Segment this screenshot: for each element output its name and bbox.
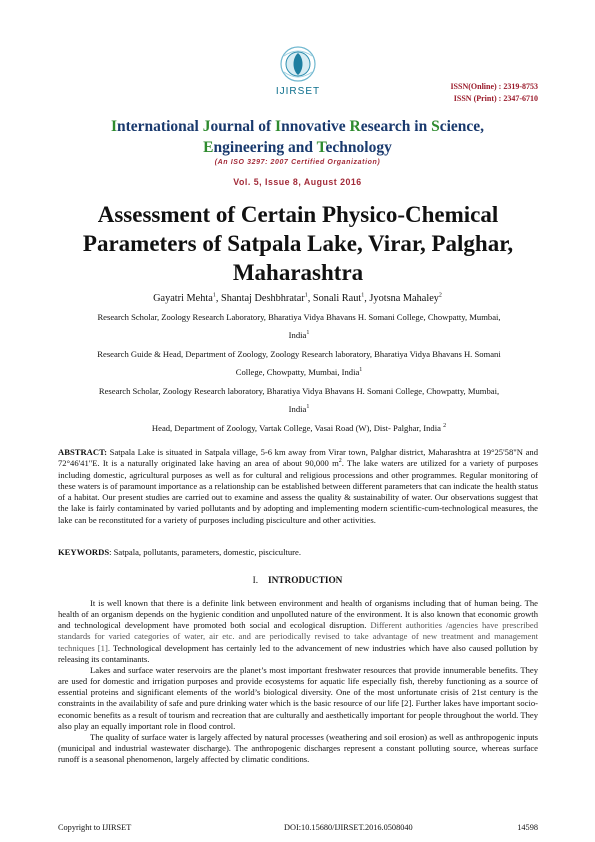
author-sup: 1 bbox=[304, 292, 308, 299]
issn-print: ISSN (Print) : 2347-6710 bbox=[453, 94, 538, 103]
affiliation-line bbox=[60, 400, 538, 418]
keywords-label: KEYWORDS bbox=[58, 547, 110, 557]
body-text bbox=[58, 598, 538, 765]
affiliation-text: Head, Department of Zoology, Vartak College, Vasai Road (W), Dist- Palghar, India bbox=[151, 423, 441, 433]
issn-online: ISSN(Online) : 2319-8753 bbox=[450, 82, 538, 91]
affiliation bbox=[60, 419, 538, 437]
journal-word: ngineering and bbox=[213, 139, 317, 156]
paragraph: The quality of surface water is largely affected by natural processes (weathering and soil erosion) as well as anthropogenic inputs (municipal and industrial wastewater discharge). The anthropogenic discharges represent a constant polluting source, whereas surface runoff is a seasonal phenomenon, largely affected by climatic conditions. bbox=[58, 731, 538, 765]
affiliation-country: India bbox=[288, 330, 307, 340]
journal-word: cience, bbox=[439, 118, 485, 135]
author-name: Jyotsna Mahaley bbox=[369, 293, 439, 304]
journal-title-line1 bbox=[40, 116, 555, 137]
footer-copyright: Copyright to IJIRSET bbox=[58, 823, 132, 832]
paper-title: Assessment of Certain Physico-Chemical Parameters of Satpala Lake, Virar, Palghar, Maharashtra bbox=[82, 202, 514, 285]
affiliation-country: India bbox=[288, 404, 307, 414]
footer-doi: DOI:10.15680/IJIRSET.2016.0508040 bbox=[284, 823, 413, 832]
affiliation-line: Research Scholar, Zoology Research laboratory, Bharatiya Vidya Bhavans H. Somani College, Chowpatty, Mumbai, bbox=[98, 386, 500, 396]
affiliation-country: College, Chowpatty, Mumbai, India bbox=[235, 367, 360, 377]
abstract-sup: 2 bbox=[338, 458, 342, 465]
affiliation-sup: 1 bbox=[306, 330, 310, 337]
affiliation bbox=[60, 382, 538, 418]
journal-title-line2 bbox=[40, 137, 555, 158]
logo-text: IJIRSET bbox=[275, 86, 321, 97]
journal-initial: S bbox=[431, 118, 440, 135]
affiliation-sup: 1 bbox=[359, 367, 363, 374]
affiliation-sup: 2 bbox=[443, 423, 447, 430]
author-name: Shantaj Deshbhratar bbox=[220, 293, 305, 304]
page-number: 14598 bbox=[517, 823, 538, 832]
affiliation bbox=[60, 345, 538, 381]
author-name: Gayatri Mehta bbox=[153, 293, 213, 304]
journal-word: nternational bbox=[117, 118, 203, 135]
author-sup: 1 bbox=[361, 292, 365, 299]
abstract-label: ABSTRACT: bbox=[58, 447, 108, 457]
author-list: Gayatri Mehta$^1$, Shantaj Deshbhratar$^1$, Sonali Raut$^1$, Jyotsna Mahaley$^2$ bbox=[153, 292, 442, 304]
paragraph bbox=[58, 598, 538, 665]
journal-initial: I bbox=[275, 118, 282, 135]
journal-initial: R bbox=[349, 118, 361, 135]
affiliation-line: Research Guide & Head, Department of Zoology, Zoology Research laboratory, Bharatiya Vidya Bhavans H. Somani bbox=[97, 349, 501, 359]
paragraph-text: Technological development has certainly led to the advancement of new industries which have also caused pollution by releasing its contaminants. bbox=[58, 642, 538, 664]
section-title: INTRODUCTION bbox=[268, 576, 343, 586]
issn-block bbox=[450, 81, 538, 105]
author-sup: 1 bbox=[212, 292, 216, 299]
affiliation-line: Research Scholar, Zoology Research Laboratory, Bharatiya Vidya Bhavans H. Somani College, Chowpatty, Mumbai, bbox=[97, 312, 501, 322]
abstract-text: Satpala Lake is situated in Satpala village, 5-6 km away from Virar town, Palghar district, Maharashtra at 19°25'58"N and 72°46'41"E. It is a naturally originated lake having an area of about 90,000 m bbox=[58, 447, 538, 469]
iso-certification: (An ISO 3297: 2007 Certified Organization) bbox=[214, 159, 381, 166]
volume-issue: Vol. 5, Issue 8, August 2016 bbox=[233, 177, 362, 187]
journal-word: esearch in bbox=[360, 118, 432, 135]
journal-word: ournal of bbox=[210, 118, 276, 135]
journal-initial: I bbox=[110, 118, 117, 135]
section-number: I. bbox=[252, 576, 259, 586]
abstract-text: . The lake waters are utilized for a variety of purposes including domestic, agricultural purposes as well as for cultural and religious processions and other programmes. Regular monitoring of these waters is of paramount importance as a relationship can be established between different parameters that can indicate the health status of a habitat. Our present studies are carried out to examine and assess the quality & sustainability of water. Our observations suggest that the lake is fairly contaminated by varied pollutants and by adopting and implementing modern scientific-cum-technological measures, the lake can be reconstituted for a variety of purposes including pisciculture and other activities. bbox=[58, 458, 538, 525]
journal-word: echnology bbox=[325, 139, 392, 156]
keywords-text: : Satpala, pollutants, parameters, domestic, pisciculture. bbox=[109, 547, 301, 557]
journal-initial: E bbox=[203, 139, 214, 156]
journal-word: nnovative bbox=[281, 118, 350, 135]
author-name: Sonali Raut bbox=[312, 293, 362, 304]
journal-title bbox=[40, 116, 555, 158]
journal-initial: T bbox=[316, 139, 326, 156]
keywords bbox=[58, 547, 538, 557]
paragraph-text: It is well known that there is a definite link between environment and health of organisms including that of human being. The health of an organism depends on the hygienic condition and unpolluted nature of the environment. It is also known that economic growth and technological development have promoted both social and ecological disruption. bbox=[58, 598, 538, 631]
author-sup: 2 bbox=[438, 292, 442, 299]
affiliation-line bbox=[60, 326, 538, 344]
paragraph: Lakes and surface water reservoirs are the planet’s most important freshwater resources that provide innumerable benefits. They are used for domestic and irrigation purposes and provide ecosystems for aquatic life especially fish, thereby functioning as a source of essential proteins and significant elements of the world’s biological diversity. One of the most unfortunate crisis of 21st century is the constraints in the availability of safe and pure drinking water which is the basic resource of our life [2]. Further lakes have important socio- economic benefits as a result of tourism and recreation that are culturally and aesthetically important for people throughout the world. They also play an equally important role in flood control. bbox=[58, 664, 538, 731]
abstract bbox=[58, 447, 538, 526]
journal-initial: J bbox=[202, 118, 211, 135]
affiliation-line bbox=[60, 363, 538, 381]
section-heading bbox=[40, 576, 555, 586]
paragraph-text: Different authorities /agencies have prescribed standards for varied categories of water, air etc. and are periodically revised to take advantage of new treatment and management techniques [1]. bbox=[58, 620, 538, 653]
affiliation bbox=[60, 308, 538, 344]
affiliation-line bbox=[60, 419, 538, 437]
affiliation-sup: 1 bbox=[306, 404, 310, 411]
